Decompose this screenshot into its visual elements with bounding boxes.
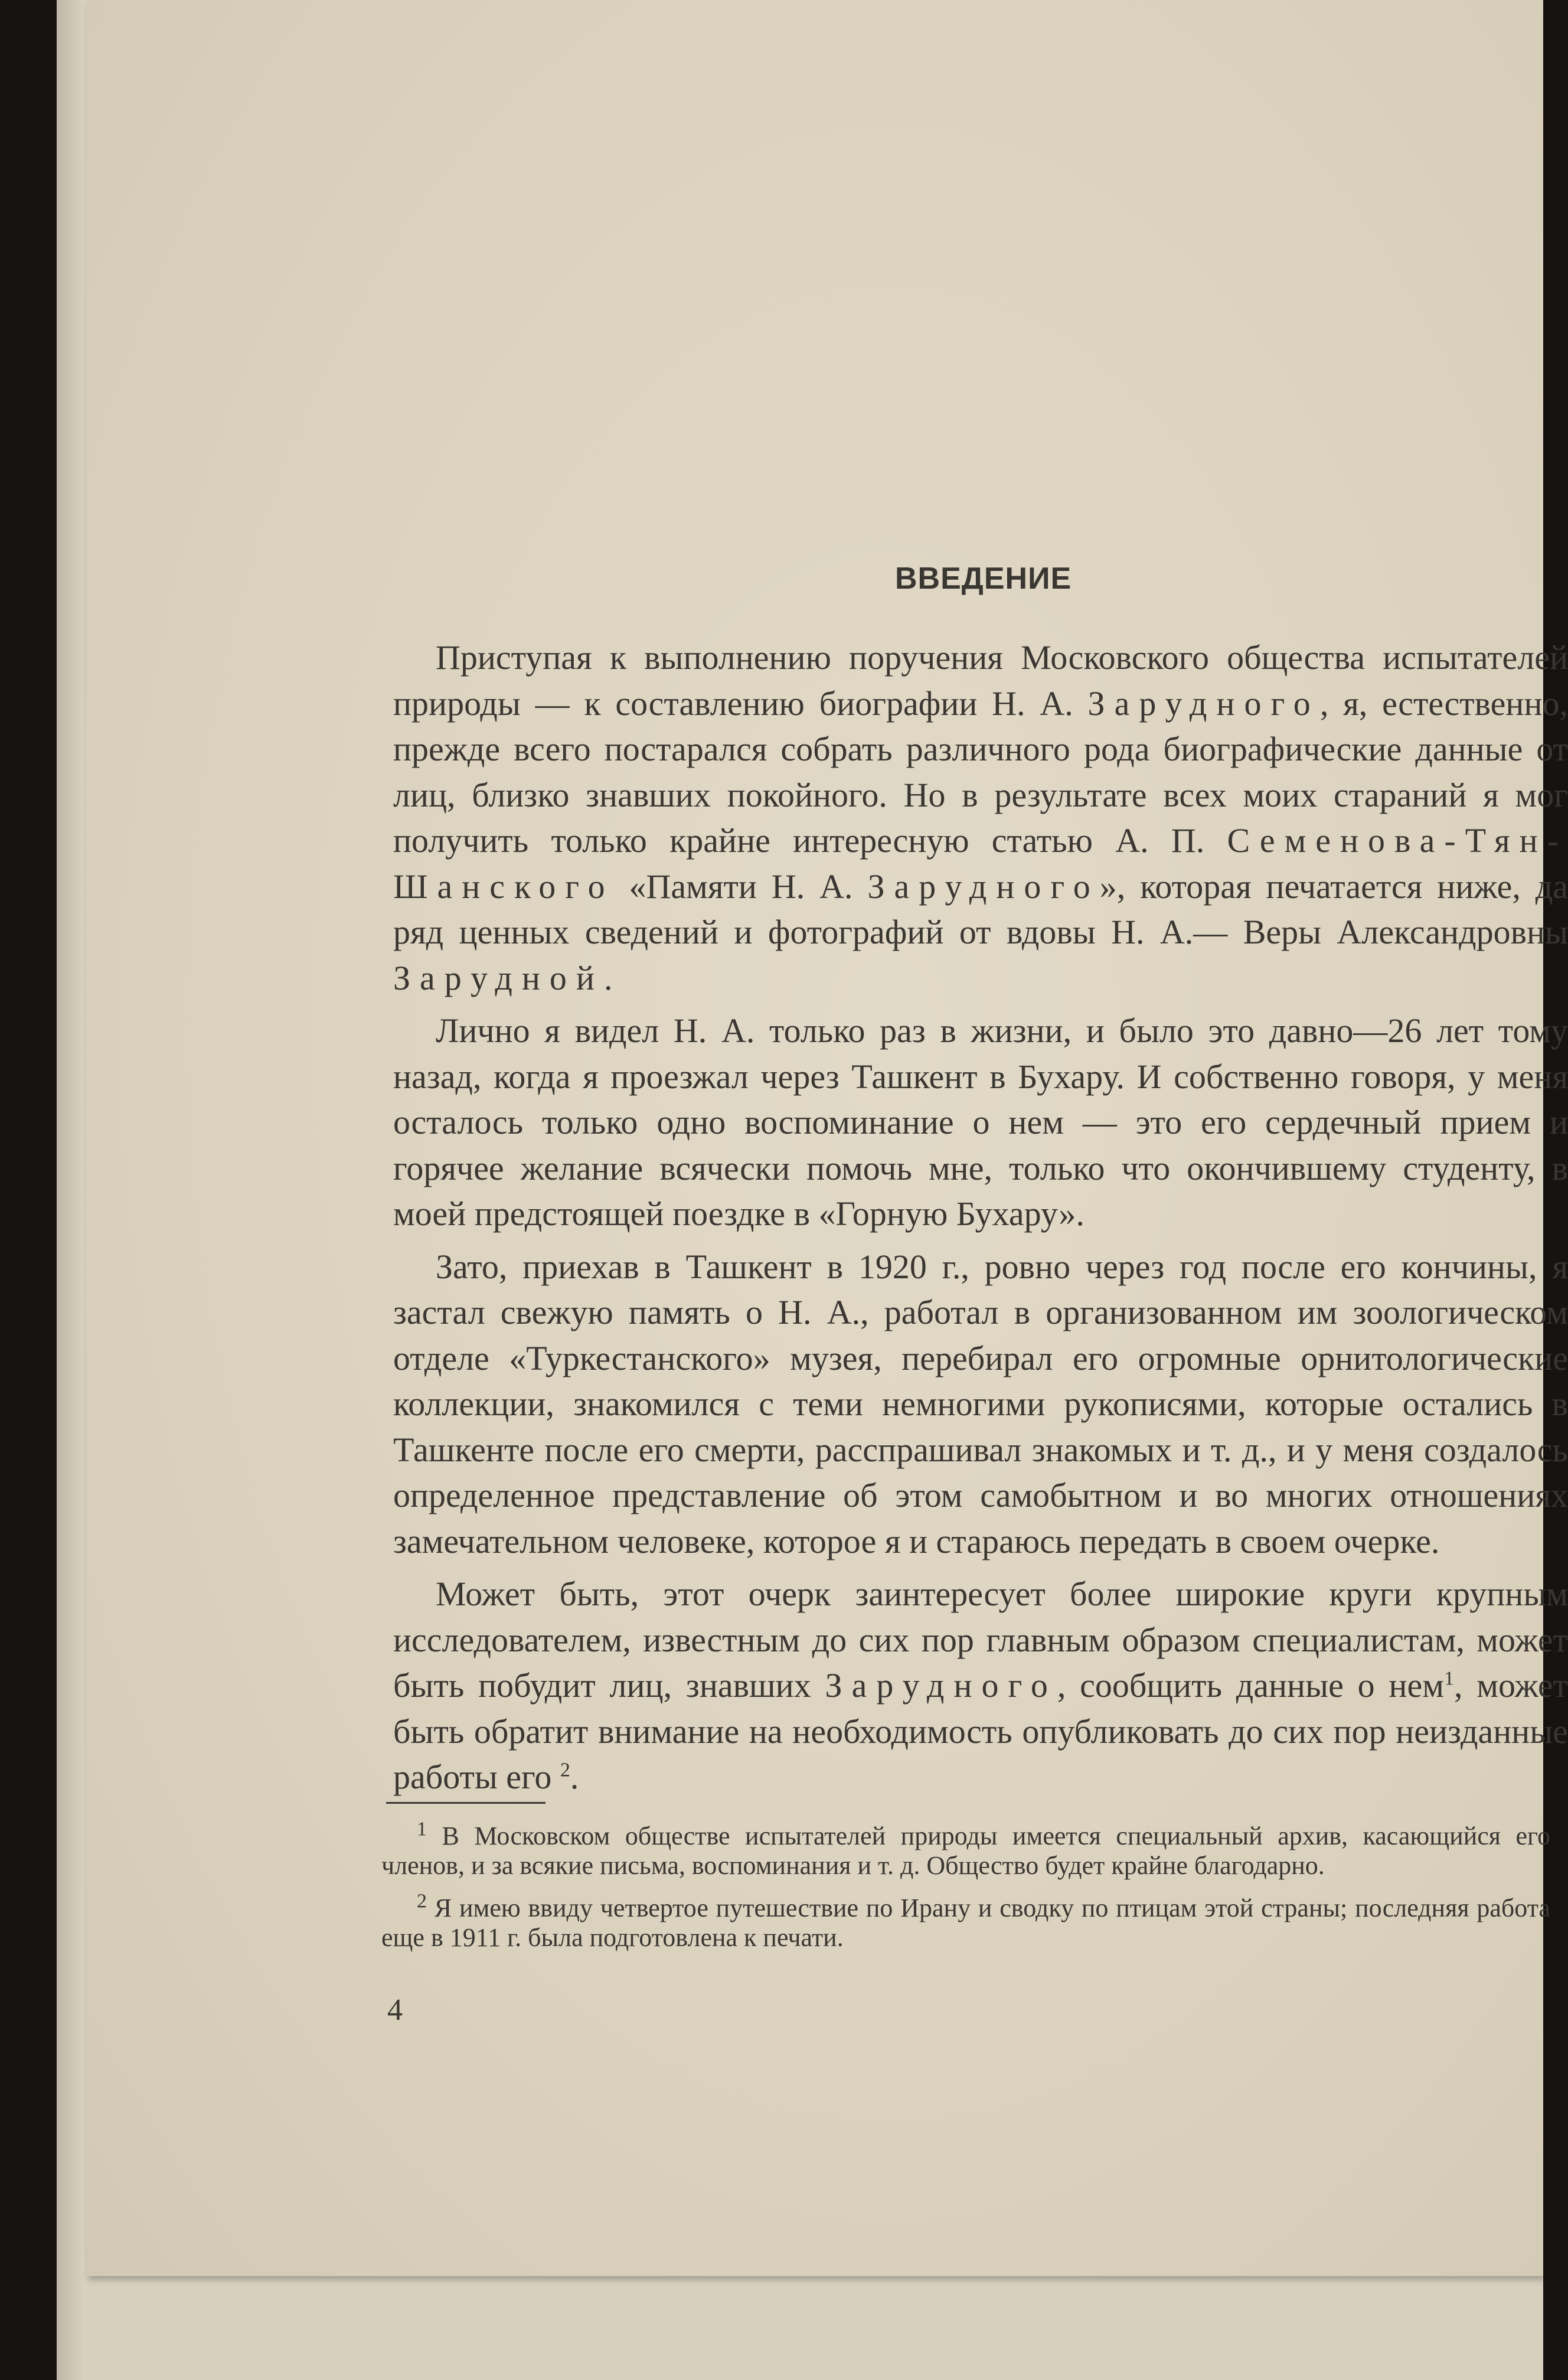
page-title: ВВЕДЕНИЕ bbox=[895, 561, 1072, 596]
spaced-name: Семенова-Тян-Шанского bbox=[393, 821, 1568, 906]
paragraph-1: Приступая к выполнению поручения Московского общества испытателей природы — к составлению биографии Н. А. Зарудного, я, естественно, прежде всего постарался собрать различного рода биографические данные от лиц, близко знавших покойного. Но в результате всех моих стараний я мог получить только крайне интересную статью А. П. Семенова-Тян-Шанского «Памяти Н. А. Зарудного», которая печатается ниже, да ряд ценных сведений и фотографий от вдовы Н. А.— Веры Александровны Зарудной. bbox=[393, 638, 1568, 997]
spaced-name: Зарудного bbox=[825, 1666, 1057, 1705]
page-number: 4 bbox=[387, 1993, 403, 2027]
footnote-1: $^1$ В Московском обществе испытателей природы имеется специальный архив, касающийся его членов, и за всякие письма, воспоминания и т. д. Общество будет крайне благодарно. bbox=[381, 1818, 1550, 1880]
document-page bbox=[86, 0, 1568, 2276]
paragraph-4: Может быть, этот очерк заинтересует более широкие круги крупным исследователем, известным до сих пор главным образом специалистам, может быть побудит лиц, знавших Зарудного, сообщить данные о нем$^1$, может быть обратит внимание на необходимость опубликовать до сих пор неизданные работы его $^2$. bbox=[393, 1575, 1568, 1796]
spaced-name: Зарудной bbox=[393, 958, 604, 997]
footnote-ref-1: 1 bbox=[1443, 1667, 1454, 1690]
body-text bbox=[393, 635, 1568, 1807]
paragraph-2: Лично я видел Н. А. только раз в жизни, и было это давно—26 лет тому назад, когда я проезжал через Ташкент в Бухару. И собственно говоря, у меня осталось только одно воспоминание о нем — это его сердечный прием и горячее желание всячески помочь мне, только что окончившему студенту, в моей предстоящей поездке в «Горную Бухару». bbox=[393, 1011, 1568, 1233]
footnote-ref-2: 2 bbox=[560, 1759, 570, 1781]
spaced-name: Зарудного bbox=[1087, 684, 1320, 723]
spaced-name: Зарудного bbox=[867, 867, 1100, 906]
page-edge bbox=[57, 0, 85, 2380]
footnotes bbox=[381, 1818, 1550, 1966]
footnote-2: $^2$ Я имею ввиду четвертое путешествие по Ирану и сводку по птицам этой страны; последняя работа еще в 1911 г. была подготовлена к печати. bbox=[381, 1890, 1550, 1952]
footnote-divider bbox=[386, 1802, 545, 1804]
paragraph-3: Зато, приехав в Ташкент в 1920 г., ровно через год после его кончины, я застал свежую память о Н. А., работал в организованном им зоологическом отделе «Туркестанского» музея, перебирал его огромные орнитологические коллекции, знакомился с теми немногими рукописями, которые остались в Ташкенте после его смерти, расспрашивал знакомых и т. д., и у меня создалось определенное представление об этом самобытном и во многих отношениях замечательном человеке, которое я и стараюсь передать в своем очерке. bbox=[393, 1247, 1568, 1560]
